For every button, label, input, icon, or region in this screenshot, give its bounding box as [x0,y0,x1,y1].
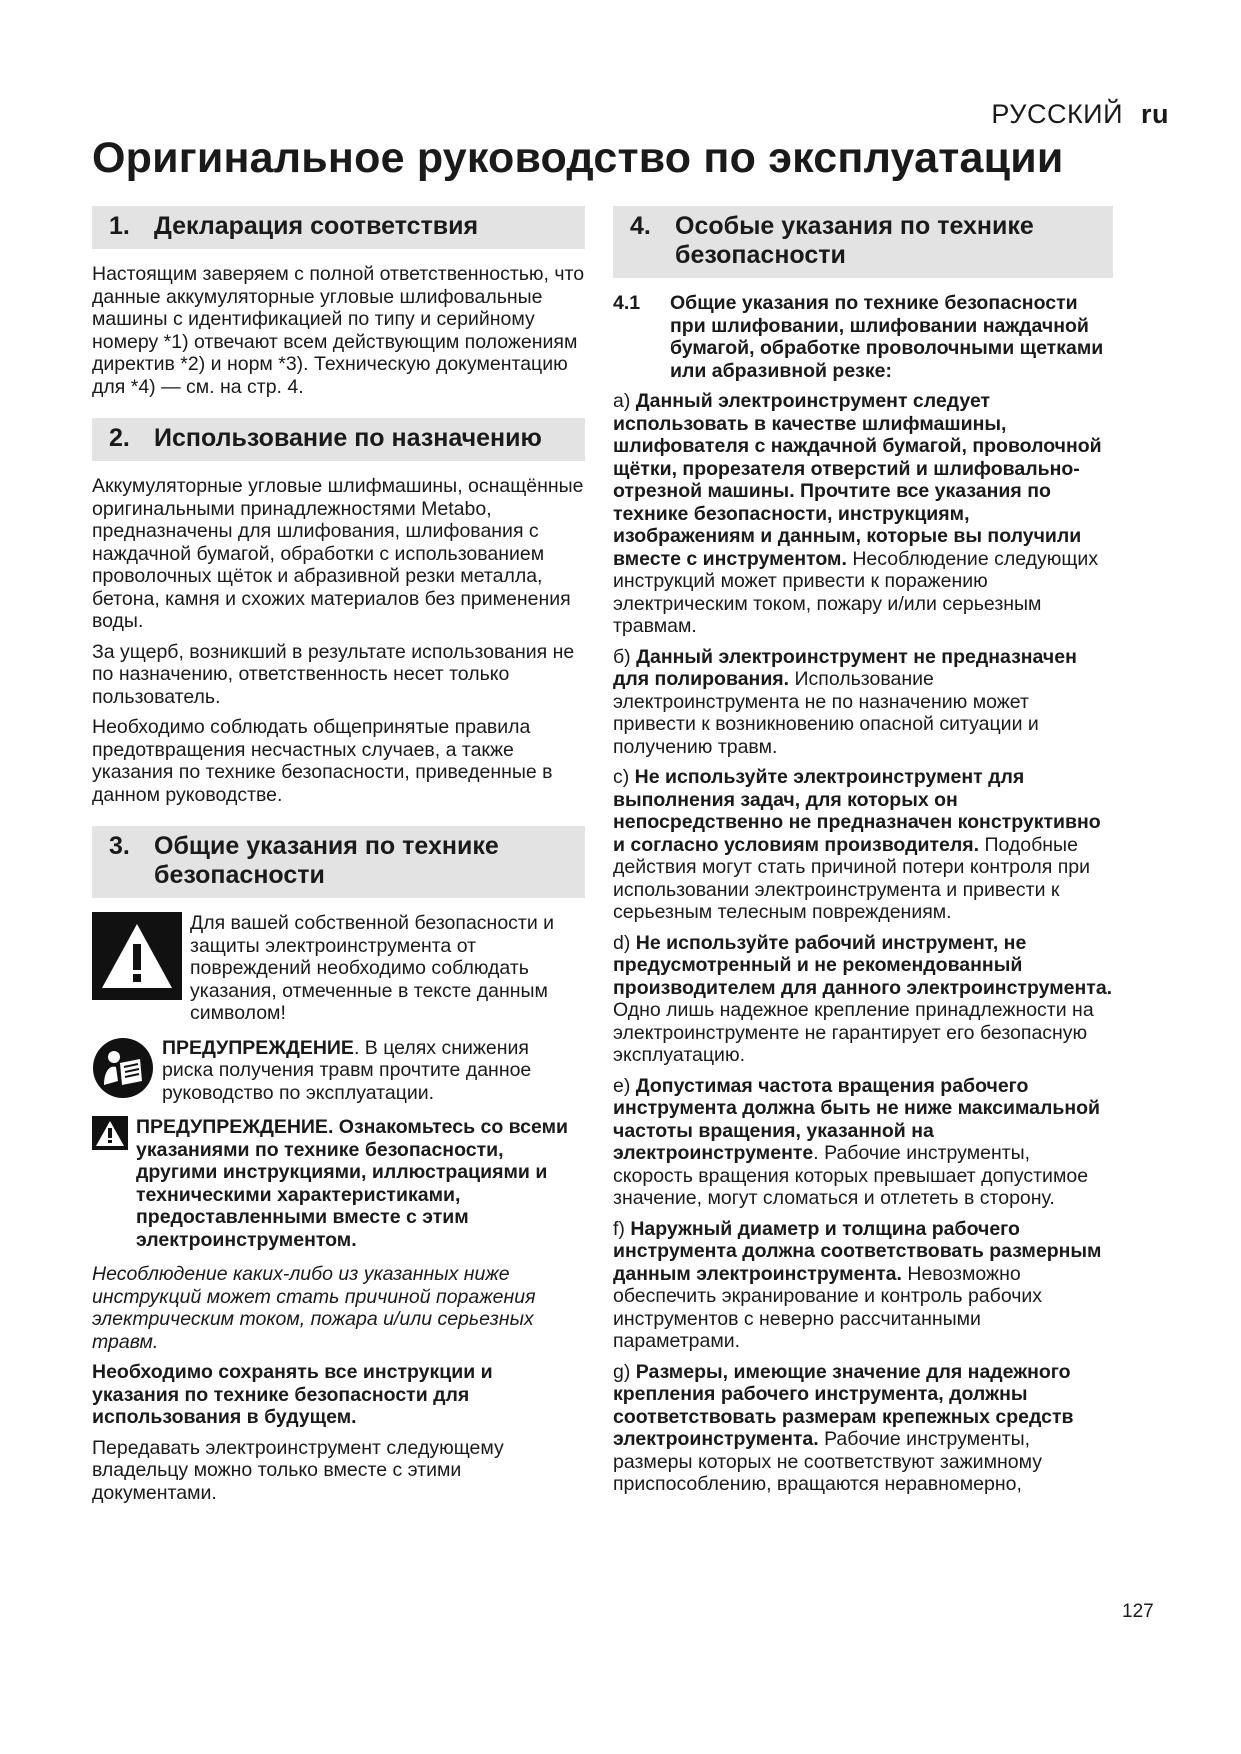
right-column [613,206,1113,1504]
declaration-text: Настоящим заверяем с полной ответственностью, что данные аккумуляторные угловые шлифовальные машины с идентификацией по типу и серийному номеру *1) отвечают всем действующим положениям директив *2) и норм *3). Техническую документацию для *4) — см. на стр. 4. [92,263,585,398]
section-2-heading [92,418,585,461]
safety-item-text: Невозможно обеспечить экранирование и контроль рабочих инструментов с неверно рассчитанными параметрами. [613,1262,1043,1352]
keep-instructions-text: Передавать электроинструмент следующему владельцу можно только вместе с этими документами. [92,1436,504,1504]
safety-item-bold: Данный электроинструмент не предназначен для полирования. [613,645,1077,690]
safety-item [613,390,1113,638]
section-3-title: Общие указания по технике безопасности [154,832,499,889]
safety-item [613,646,1113,759]
read-manual-warning-label: ПРЕДУПРЕЖДЕНИЕ [162,1036,354,1059]
intended-use-text: Аккумуляторные угловые шлифмашины, оснащённые оригинальными принадлежностями Metabo, предназначены для шлифования, шлифования с наждачной бумагой, обработки с использованием проволочных щёток и абразивной резки металла, бетона, камня и схожих материалов без применения воды. [92,475,584,632]
safety-item-text: Рабочие инструменты, размеры которых не соответствуют зажимному приспособлению, вращаются неравномерно, [613,1428,1042,1495]
safety-item-letter: a) [613,390,631,412]
safety-item [613,1361,1113,1496]
accident-prevention-text: Необходимо соблюдать общепринятые правила предотвращения несчастных случаев, а также указания по технике безопасности, приведенные в данном руководстве. [92,716,553,806]
read-manual-warning-text: . В целях снижения риска получения травм прочтите данное руководство по эксплуатации. [162,1036,532,1104]
general-warning-italic-text: Несоблюдение каких-либо из указанных ниже инструкций может стать причиной поражения электрическим током, пожара и/или серьезных травм. [92,1263,536,1353]
section-3-number: 3. [109,832,130,860]
left-column [92,206,585,1512]
section-3-heading [92,826,585,898]
large-warning-triangle-icon [92,912,182,1005]
subsection-4-1-title: Общие указания по технике безопасности при шлифовании, шлифовании наждачной бумагой, обработке проволочными щетками или абразивной резке: [670,292,1104,382]
safety-item-text: Использование электроинструмента не по назначению может привести к возникновению опасной ситуации и получению травм. [613,668,1039,758]
safety-item-bold: Наружный диаметр и толщина рабочего инструмента должна соответствовать размерным данным электроинструмента. [613,1217,1102,1285]
safety-item-letter: б) [613,645,631,668]
safety-item-text: . Рабочие инструменты, скорость вращения которых превышает допустимое значение, могут сломаться и отлететь в сторону. [613,1142,1089,1209]
page-title: Оригинальное руководство по эксплуатации [92,134,1064,182]
language-header [991,99,1169,130]
language-code: ru [1141,99,1169,129]
section-4-title: Особые указания по технике безопасности [675,212,1034,269]
section-2-number: 2. [109,424,130,452]
safety-item [613,766,1113,924]
section-1-heading [92,206,585,249]
section-1-title: Декларация соответствия [154,212,479,240]
safety-item-bold: Допустимая частота вращения рабочего инструмента должна быть не ниже максимальной частоты вращения, указанной на электроинструменте [613,1074,1101,1164]
general-warning-bold-text: ПРЕДУПРЕЖДЕНИЕ. Ознакомьтесь со всеми указаниями по технике безопасности, другими инструкциями, иллюстрациями и техническими характеристиками, предоставленными вместе с этим электроинструментом. [136,1116,569,1251]
language-name: РУССКИЙ [991,99,1123,129]
safety-item-bold: Размеры, имеющие значение для надежного крепления рабочего инструмента, должны соответствовать размерам крепежных средств электроинструмента. [613,1360,1074,1450]
subsection-4-1-heading [613,292,1113,382]
section-4-heading [613,206,1113,278]
page-number: 127 [1122,1601,1154,1622]
read-manual-block [92,1037,585,1113]
read-manual-icon [92,1037,154,1104]
general-warning-block [92,1116,585,1259]
section-1-number: 1. [109,212,130,240]
warning-symbol-block [92,912,585,1033]
safety-item [613,1218,1113,1353]
safety-item-bold: Не используйте электроинструмент для выполнения задач, для которых он непосредственно не предназначен конструктивно и согласно условиям производителя. [613,766,1101,856]
safety-item [613,932,1113,1067]
small-warning-triangle-icon [92,1116,128,1155]
subsection-4-1-number: 4.1 [613,292,641,314]
safety-item-bold: Не используйте рабочий инструмент, не предусмотренный и не рекомендованный производителем для данного электроинструмента. [613,931,1113,999]
safety-item-text: Одно лишь надежное крепление принадлежности на электроинструменте не гарантирует его безопасную эксплуатацию. [613,999,1094,1066]
safety-item-letter: g) [613,1360,631,1383]
liability-text: За ущерб, возникший в результате использования не по назначению, ответственность несет только пользователь. [92,640,575,708]
keep-instructions-bold-text: Необходимо сохранять все инструкции и указания по технике безопасности для использования в будущем. [92,1361,493,1428]
read-manual-text [162,1037,585,1105]
safety-item-letter: d) [613,931,631,954]
safety-item-bold: Данный электроинструмент следует использовать в качестве шлифмашины, шлифователя с наждачной бумагой, проволочной щётки, прорезателя отверстий и шлифовально-отрезной машины. Прочтите все указания по технике безопасности, инструкциям, изображениям и данным, которые вы получили вместе с инструментом. [613,390,1102,570]
safety-item-letter: e) [613,1074,631,1097]
safety-item-letter: c) [613,766,630,788]
safety-item-text: Несоблюдение следующих инструкций может привести к поражению электрическим током, пожару и/или серьезным травмам. [613,547,1099,637]
safety-item-text: Подобные действия могут стать причиной потери контроля при использовании электроинструмента и привести к серьезным телесным повреждениям. [613,833,1091,923]
section-4-number: 4. [630,212,651,240]
warning-symbol-text: Для вашей собственной безопасности и защиты электроинструмента от повреждений необходимо соблюдать указания, отмеченные в тексте данным символом! [190,912,555,1024]
safety-item [613,1075,1113,1210]
safety-item-letter: f) [613,1217,625,1240]
section-2-title: Использование по назначению [154,424,542,452]
